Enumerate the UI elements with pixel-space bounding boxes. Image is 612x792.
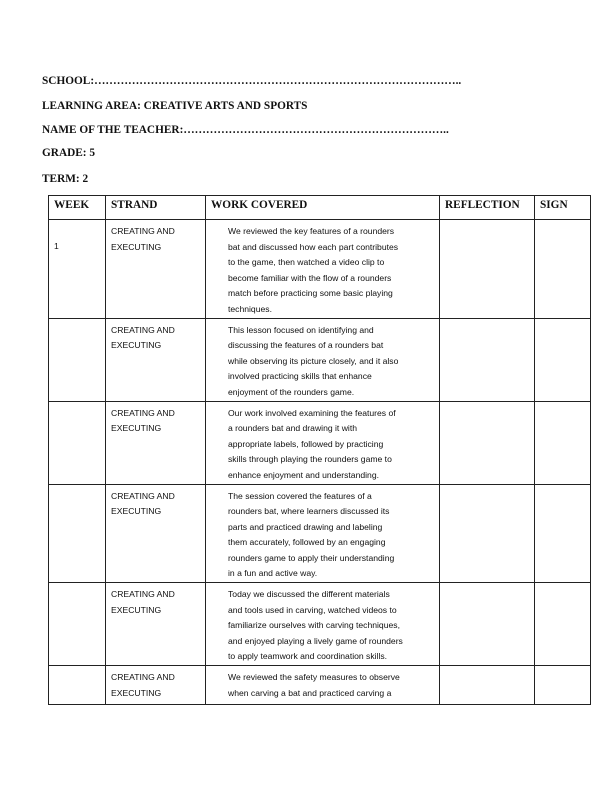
sign-cell (535, 401, 591, 484)
col-reflection: REFLECTION (440, 196, 535, 220)
table-row (49, 583, 591, 666)
week-cell: 1 (49, 220, 106, 319)
records-table (48, 195, 591, 705)
work-covered-cell: We reviewed the safety measures to observe when carving a bat and practiced carving a (206, 666, 440, 705)
week-cell (49, 318, 106, 401)
reflection-cell (440, 220, 535, 319)
work-covered-cell: Our work involved examining the features of a rounders bat and drawing it with appropriate labels, followed by practicing skills through playing the rounders game to enhance enjoyment and understanding. (206, 401, 440, 484)
table-row (49, 484, 591, 583)
term: TERM: 2 (42, 173, 89, 185)
learning-area: LEARNING AREA: CREATIVE ARTS AND SPORTS (42, 100, 308, 112)
reflection-cell (440, 484, 535, 583)
strand-cell: CREATING AND EXECUTING (106, 401, 206, 484)
strand-cell: CREATING AND EXECUTING (106, 220, 206, 319)
sign-cell (535, 220, 591, 319)
school-field: SCHOOL:…………………………………………………………………………………….. (42, 75, 462, 87)
grade: GRADE: 5 (42, 147, 96, 159)
work-covered-cell: The session covered the features of a rounders bat, where learners discussed its parts and practiced drawing and labeling them accurately, followed by an engaging rounders game to apply their understanding in a fun and active way. (206, 484, 440, 583)
strand-cell: CREATING AND EXECUTING (106, 666, 206, 705)
table-row (49, 318, 591, 401)
reflection-cell (440, 318, 535, 401)
work-covered-cell: This lesson focused on identifying and discussing the features of a rounders bat while observing its picture closely, and it also involved practicing skills that enhance enjoyment of the rounders game. (206, 318, 440, 401)
table-row (49, 401, 591, 484)
week-cell (49, 583, 106, 666)
col-work-covered: WORK COVERED (206, 196, 440, 220)
reflection-cell (440, 401, 535, 484)
col-week: WEEK (49, 196, 106, 220)
week-cell (49, 484, 106, 583)
reflection-cell (440, 583, 535, 666)
sign-cell (535, 318, 591, 401)
teacher-name-field: NAME OF THE TEACHER:…………………………………………………………….. (42, 124, 449, 136)
table-header-row (49, 196, 591, 220)
col-strand: STRAND (106, 196, 206, 220)
col-sign: SIGN (535, 196, 591, 220)
table-row (49, 220, 591, 319)
sign-cell (535, 484, 591, 583)
strand-cell: CREATING AND EXECUTING (106, 318, 206, 401)
strand-cell: CREATING AND EXECUTING (106, 484, 206, 583)
work-covered-cell: We reviewed the key features of a rounders bat and discussed how each part contributes to the game, then watched a video clip to become familiar with the flow of a rounders match before practicing some basic playing techniques. (206, 220, 440, 319)
week-cell (49, 401, 106, 484)
reflection-cell (440, 666, 535, 705)
table-row (49, 666, 591, 705)
strand-cell: CREATING AND EXECUTING (106, 583, 206, 666)
sign-cell (535, 666, 591, 705)
sign-cell (535, 583, 591, 666)
week-cell (49, 666, 106, 705)
work-covered-cell: Today we discussed the different materials and tools used in carving, watched videos to familiarize ourselves with carving techniques, and enjoyed playing a lively game of rounders to apply teamwork and coordination skills. (206, 583, 440, 666)
